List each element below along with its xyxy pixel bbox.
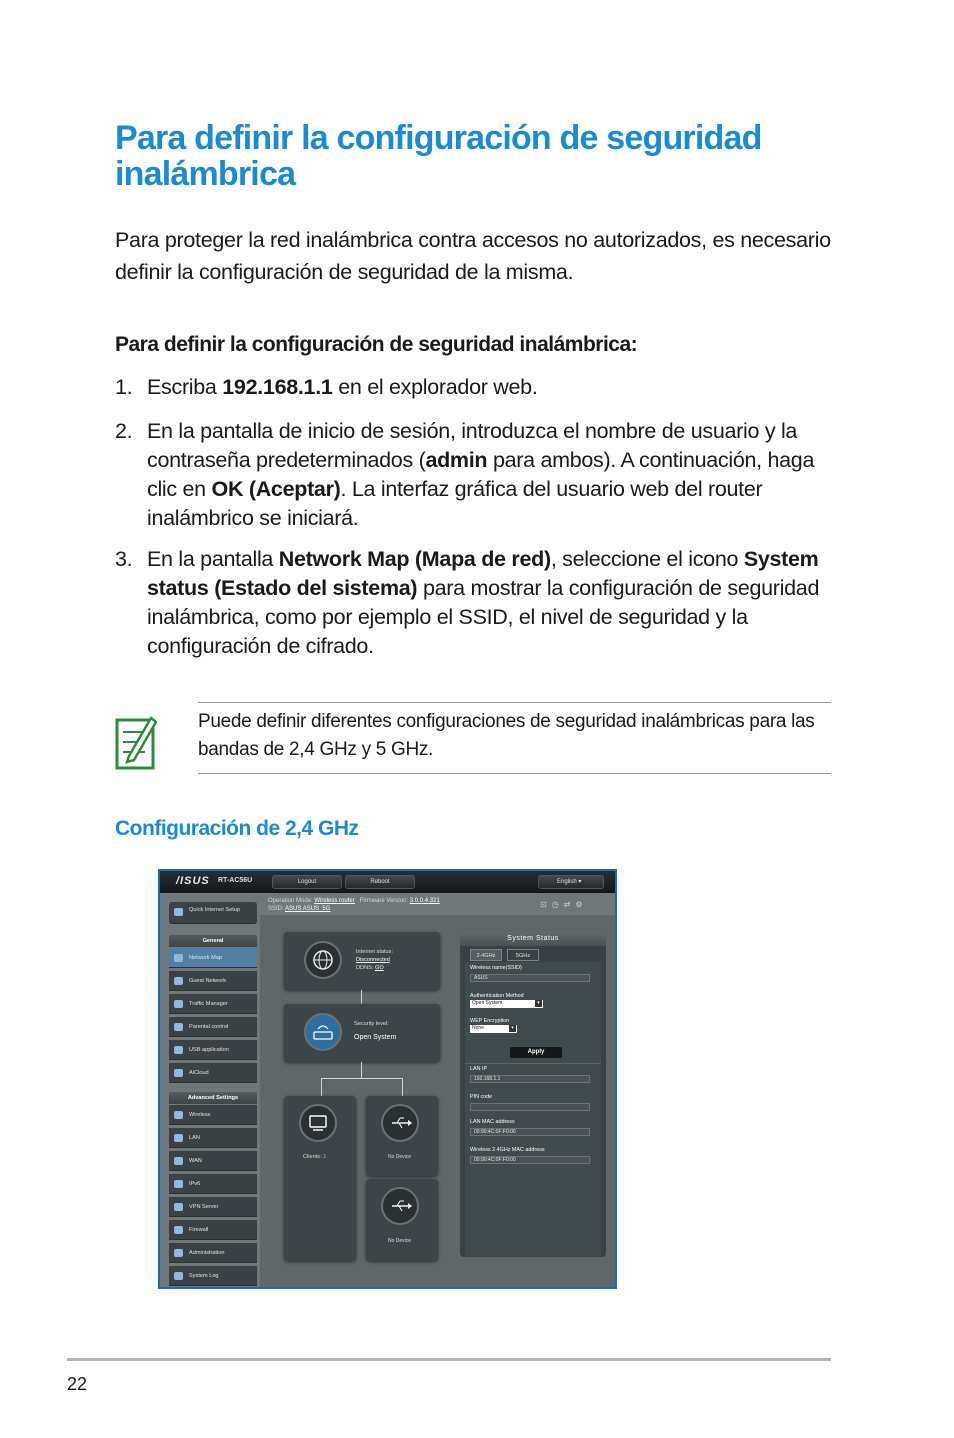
- firewall-icon: [174, 1226, 183, 1234]
- sidebar-label: Wireless: [189, 1112, 211, 1118]
- firmware-value[interactable]: 3.0.0.4.321: [409, 898, 440, 904]
- status-icons[interactable]: ⊡◷⇄⚙: [540, 900, 588, 909]
- tab-5ghz[interactable]: 5GHz: [507, 949, 539, 961]
- step-text: Escriba: [147, 375, 223, 399]
- quick-setup-button[interactable]: [169, 902, 257, 924]
- sidebar-label: Administration: [189, 1250, 225, 1256]
- security-level-value: Open System: [354, 1034, 397, 1041]
- wand-icon: [174, 908, 183, 916]
- auth-method-value: Open System: [472, 1000, 503, 1006]
- router-icon: [304, 1013, 342, 1051]
- sidebar-label: WAN: [189, 1158, 202, 1164]
- general-heading: General: [169, 935, 257, 947]
- tab-24ghz[interactable]: 2.4GHz: [470, 949, 502, 961]
- sidebar-label: Parental control: [189, 1024, 229, 1030]
- sidebar-label: Network Map: [189, 955, 222, 961]
- sidebar-label: Guest Network: [189, 978, 226, 984]
- wep-select[interactable]: [470, 1025, 517, 1033]
- step-text: para ambos). A continuación, haga clic en: [147, 448, 815, 501]
- connector-line: [321, 1078, 322, 1096]
- clients-count[interactable]: 1: [323, 1154, 327, 1160]
- ipv6-icon: [174, 1180, 183, 1188]
- connector-line: [361, 1062, 362, 1078]
- op-mode-value[interactable]: Wireless router: [314, 898, 355, 904]
- sidebar-item-parental-control[interactable]: [169, 1017, 257, 1037]
- step-3: [115, 545, 855, 661]
- usb-card-1[interactable]: [366, 1096, 438, 1176]
- wireless-mac-label: Wireless 2.4GHz MAC address: [470, 1147, 545, 1153]
- pin-code-label: PIN code: [470, 1094, 493, 1100]
- vpn-icon: [174, 1203, 183, 1211]
- note-top-rule: [198, 702, 831, 703]
- sidebar-item-traffic-manager[interactable]: [169, 994, 257, 1014]
- ssid-field[interactable]: ASUS: [470, 974, 590, 982]
- router-screenshot: [158, 869, 617, 1289]
- language-value: English: [557, 879, 577, 885]
- connector-line: [361, 990, 362, 1004]
- monitor-icon: [299, 1104, 337, 1142]
- step-bold: admin: [425, 448, 488, 472]
- sidebar-label: IPv6: [189, 1181, 201, 1187]
- lan-ip-value: 192.168.1.1: [470, 1075, 590, 1083]
- section-heading-24ghz: Configuración de 2,4 GHz: [115, 817, 359, 840]
- connector-line: [321, 1078, 402, 1079]
- router-topbar: [160, 871, 615, 893]
- sidebar-label: AiCloud: [189, 1070, 209, 1076]
- intro-paragraph: Para proteger la red inalámbrica contra accesos no autorizados, es necesario definir la configuración de seguridad de la misma.: [115, 228, 831, 284]
- apply-button[interactable]: Apply: [510, 1047, 562, 1058]
- sidebar-label: USB application: [189, 1047, 229, 1053]
- sidebar-item-administration[interactable]: [169, 1243, 257, 1263]
- step-text: En la pantalla: [147, 547, 279, 571]
- usb-icon: [381, 1187, 419, 1225]
- router-card[interactable]: [284, 1004, 440, 1062]
- chevron-down-icon: ▾: [535, 1000, 542, 1007]
- sidebar-item-system-log[interactable]: [169, 1266, 257, 1286]
- security-level-label: Security level:: [354, 1021, 389, 1027]
- step-1: [115, 373, 855, 402]
- asus-logo: /ISUS: [176, 875, 210, 887]
- wireless-mac-value: 00:90:4C:0F:F0:00: [470, 1156, 590, 1164]
- wireless-icon: [174, 1111, 183, 1119]
- step-2: [115, 417, 855, 533]
- step-text: En la pantalla de inicio de sesión, introduzca el nombre de usuario y la contraseña predeterminados (: [147, 419, 798, 472]
- divider: [465, 1063, 601, 1064]
- sidebar-label: System Log: [189, 1273, 219, 1279]
- pin-code-value: [470, 1103, 590, 1111]
- steps-heading: Para definir la configuración de seguridad inalámbrica:: [115, 333, 638, 356]
- wep-value: None: [472, 1025, 484, 1031]
- page-title: Para definir la configuración de seguridad inalámbrica: [115, 119, 762, 193]
- traffic-icon: [174, 1000, 183, 1008]
- sidebar-item-network-map[interactable]: [169, 948, 257, 968]
- internet-status-label: Internet status:: [356, 949, 394, 955]
- lan-mac-value: 00:90:4C:0F:F0:00: [470, 1128, 590, 1136]
- op-mode-label: Operation Mode:: [268, 898, 313, 904]
- auth-method-select[interactable]: [470, 1000, 543, 1008]
- step-bold: OK (Aceptar): [211, 477, 341, 501]
- page-number: 22: [67, 1374, 88, 1394]
- globe-icon: [174, 1157, 183, 1165]
- sidebar-item-guest-network[interactable]: [169, 971, 257, 991]
- sidebar-item-ipv6[interactable]: [169, 1174, 257, 1194]
- sidebar-label: VPN Server: [189, 1204, 219, 1210]
- step-bold: Network Map (Mapa de red): [278, 547, 551, 571]
- step-number: 1.: [115, 375, 133, 399]
- reboot-button[interactable]: Reboot: [345, 875, 415, 889]
- lan-ip-label: LAN IP: [470, 1066, 488, 1072]
- note-text: Puede definir diferentes configuraciones de seguridad inalámbricas para las bandas de 2,4 GHz y 5 GHz.: [198, 711, 815, 760]
- step-bold: System status (Estado del sistema): [147, 547, 819, 600]
- sidebar-item-usb-application[interactable]: [169, 1040, 257, 1060]
- system-status-body: [465, 962, 601, 1257]
- sidebar-item-firewall[interactable]: [169, 1220, 257, 1240]
- clients-card[interactable]: [284, 1096, 356, 1261]
- step-text: para mostrar la configuración de seguridad inalámbrica, como por ejemplo el SSID, el nivel de seguridad y la configuración de cifrado.: [147, 576, 820, 658]
- cloud-icon: [174, 1069, 183, 1077]
- wep-label: WEP Encryption: [470, 1018, 510, 1024]
- quick-setup-label: Quick Internet Setup: [189, 907, 240, 913]
- ddns-go-link[interactable]: GO: [374, 965, 384, 971]
- step-number: 2.: [115, 419, 133, 443]
- chevron-down-icon: ▾: [509, 1025, 516, 1032]
- sidebar-item-wireless[interactable]: [169, 1105, 257, 1125]
- firmware-label: Firmware Version:: [359, 898, 409, 904]
- usb-icon: [381, 1104, 419, 1142]
- connector-line: [402, 1078, 403, 1096]
- footer-rule: [67, 1358, 831, 1361]
- note-bottom-rule: [198, 773, 831, 774]
- router-model: RT-AC56U: [218, 877, 253, 884]
- globe-icon: [304, 941, 342, 979]
- note-pencil-icon: [115, 712, 157, 770]
- step-text: . La interfaz gráfica del usuario web del router inalámbrico se iniciará.: [147, 477, 763, 530]
- advanced-heading: Advanced Settings: [169, 1092, 257, 1104]
- network-map-icon: [174, 954, 183, 962]
- step-bold: 192.168.1.1: [222, 375, 333, 399]
- usb-icon: [174, 1046, 183, 1054]
- clients-label: Clients:: [303, 1154, 322, 1160]
- internet-card[interactable]: [284, 932, 440, 990]
- sidebar-label: Firewall: [189, 1227, 209, 1233]
- admin-icon: [174, 1249, 183, 1257]
- language-select[interactable]: English ▾: [538, 875, 604, 889]
- internet-status-value[interactable]: Disconnected: [356, 957, 390, 963]
- lan-mac-label: LAN MAC address: [470, 1119, 515, 1125]
- usb-status-1: No Device: [388, 1154, 412, 1160]
- step-text: , seleccione el icono: [550, 547, 744, 571]
- sidebar-item-vpn-server[interactable]: [169, 1197, 257, 1217]
- router-infobar: [264, 895, 615, 917]
- sidebar-item-aicloud[interactable]: [169, 1063, 257, 1083]
- ssid-values[interactable]: ASUS ASUS_5G: [285, 906, 331, 912]
- sidebar-item-lan[interactable]: [169, 1128, 257, 1148]
- step-text: en el explorador web.: [332, 375, 538, 399]
- step-number: 3.: [115, 547, 133, 571]
- ssid-field-label: Wireless name(SSID): [470, 965, 522, 971]
- logout-button[interactable]: Logout: [272, 875, 342, 889]
- ddns-label: DDNS:: [356, 965, 374, 971]
- sidebar-item-wan[interactable]: [169, 1151, 257, 1171]
- log-icon: [174, 1272, 183, 1280]
- parental-icon: [174, 1023, 183, 1031]
- sidebar-label: Traffic Manager: [189, 1001, 228, 1007]
- system-status-panel: [460, 932, 606, 1257]
- usb-status-2: No Device: [388, 1238, 412, 1244]
- sidebar-label: LAN: [189, 1135, 200, 1141]
- lan-icon: [174, 1134, 183, 1142]
- system-status-title: System Status: [460, 932, 606, 946]
- usb-card-2[interactable]: [366, 1179, 438, 1261]
- auth-method-label: Authentication Method: [470, 993, 524, 999]
- guest-network-icon: [174, 977, 183, 985]
- ssid-label: SSID:: [268, 906, 284, 912]
